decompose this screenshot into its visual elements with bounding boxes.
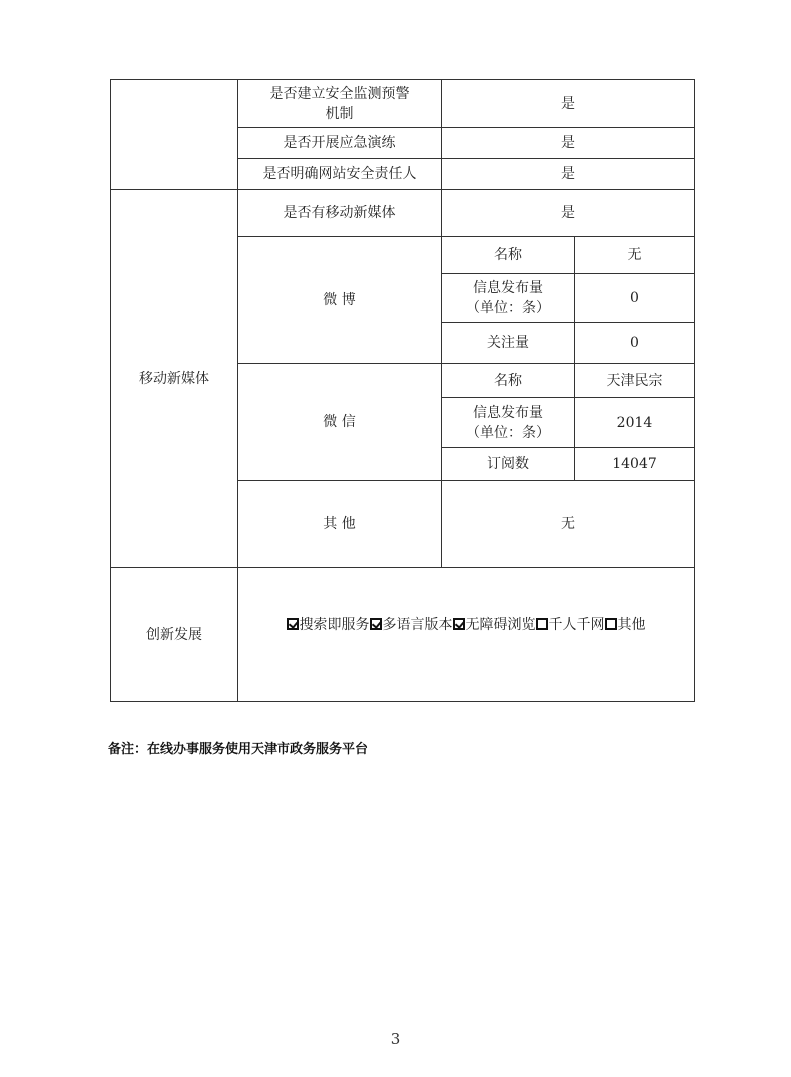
option-personalized[interactable]: [536, 614, 605, 634]
weibo-name-value: 无: [627, 247, 642, 263]
remark-note: 备注：在线办事服务使用天津市政务服务平台: [108, 742, 369, 757]
mobile-media-section-label: 移动新媒体: [139, 370, 209, 387]
wechat-subscribers-value: 14047: [612, 456, 657, 472]
other-media-value: 无: [561, 516, 575, 532]
innovation-options: [238, 568, 694, 680]
security-responsible-label: 是否明确网站安全责任人: [262, 166, 417, 182]
wechat-label: 微 信: [323, 414, 356, 430]
option-label: 千人千网: [548, 617, 605, 633]
weibo-label: 微 博: [323, 292, 356, 308]
option-label: 无障碍浏览: [465, 617, 536, 633]
wechat-posts-label: 信息发布量 （单位：条）: [466, 404, 550, 441]
wechat-name-label: 名称: [494, 372, 522, 389]
other-media-label: 其 他: [323, 516, 356, 532]
wechat-subscribers-label: 订阅数: [487, 456, 529, 472]
checkbox-icon[interactable]: [287, 618, 299, 630]
weibo-followers-value: 0: [630, 335, 639, 351]
option-other[interactable]: [605, 614, 646, 634]
option-label: 搜索即服务: [299, 617, 370, 633]
option-search-as-service[interactable]: [287, 614, 370, 634]
option-label: 多语言版本: [382, 617, 453, 633]
security-monitoring-value: 是: [561, 95, 575, 112]
weibo-followers-label: 关注量: [487, 335, 529, 351]
checkbox-icon[interactable]: [370, 618, 382, 630]
option-label: 其他: [617, 617, 646, 633]
security-responsible-value: 是: [561, 166, 575, 182]
wechat-posts-value: 2014: [616, 414, 653, 431]
checkbox-icon[interactable]: [605, 618, 617, 630]
security-monitoring-label: 是否建立安全监测预警 机制: [269, 85, 410, 122]
checkbox-icon[interactable]: [536, 618, 548, 630]
weibo-posts-value: 0: [630, 290, 639, 306]
option-multilingual[interactable]: [370, 614, 453, 634]
emergency-drill-label: 是否开展应急演练: [283, 135, 396, 151]
innovation-label: 创新发展: [146, 626, 202, 643]
emergency-drill-value: 是: [561, 135, 575, 151]
weibo-name-label: 名称: [494, 247, 522, 263]
wechat-name-value: 天津民宗: [606, 372, 663, 389]
page-number: 3: [390, 1030, 401, 1048]
option-accessibility[interactable]: [453, 614, 536, 634]
checkbox-icon[interactable]: [453, 618, 465, 630]
has-mobile-media-label: 是否有移动新媒体: [283, 205, 396, 221]
weibo-posts-label: 信息发布量 （单位：条）: [466, 280, 550, 316]
has-mobile-media-value: 是: [561, 205, 575, 221]
